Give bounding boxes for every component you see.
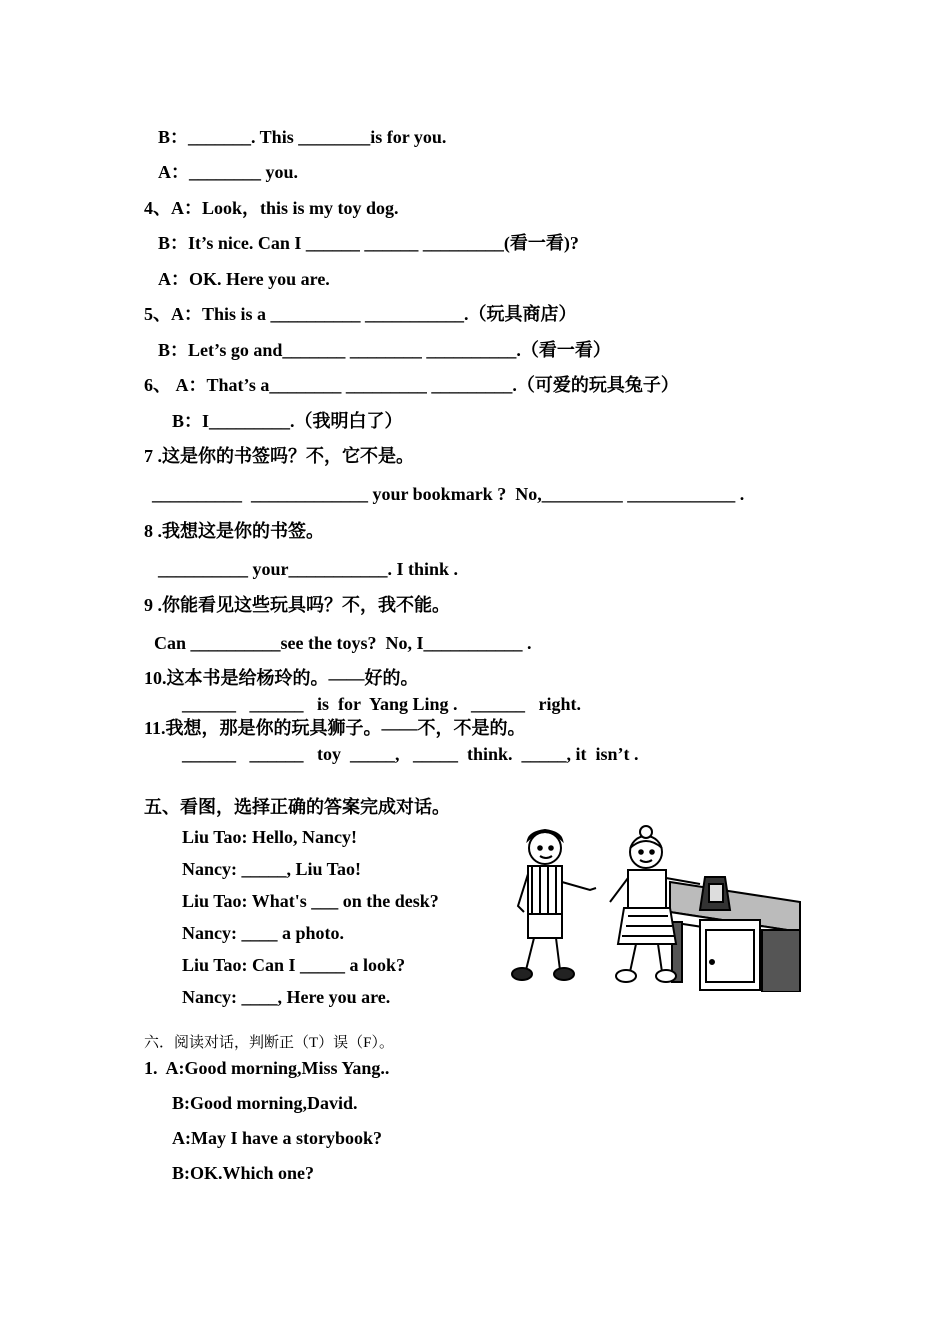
cartoon-illustration [500,822,810,992]
section-5-heading: 五、看图，选择正确的答案完成对话。 [144,797,450,817]
question-9: 9 .你能看见这些玩具吗？不，我不能。 [144,595,450,615]
dialogue-line: Liu Tao: Can I _____ a look? [182,955,406,975]
boy-figure [512,830,596,980]
answer-line: ______ ______ toy _____, _____ think. _____, it isn’t . [182,744,639,764]
dialogue-line: B:OK.Which one? [172,1163,315,1183]
answer-line: __________ your___________. I think . [158,559,459,579]
question-11: 11.我想，那是你的玩具狮子。——不，不是的。 [144,718,526,738]
dialogue-line: Liu Tao: Hello, Nancy! [182,827,358,847]
section-6-heading: 六．阅读对话，判断正（T）误（F）。 [144,1035,395,1051]
question-10: 10.这本书是给杨玲的。——好的。 [144,668,419,688]
desk [670,877,800,992]
dialogue-line: Nancy: ____ a photo. [182,923,345,943]
dialogue-line: B：It’s nice. Can I ______ ______ _________(看一看)? [158,233,579,253]
answer-line: __________ _____________ your bookmark ? No,_________ ____________ . [152,484,745,504]
question-5: 5、A：This is a __________ ___________.（玩具商店） [144,304,577,324]
dialogue-line: 1. A:Good morning,Miss Yang.. [144,1058,390,1078]
dialogue-line: Nancy: _____, Liu Tao! [182,859,362,879]
question-8: 8 .我想这是你的书签。 [144,521,324,541]
dialogue-line: A：OK. Here you are. [158,269,330,289]
dialogue-line: Nancy: ____, Here you are. [182,987,391,1007]
dialogue-line: A：________ you. [158,162,299,182]
question-4: 4、A：Look，this is my toy dog. [144,198,399,218]
dialogue-line: B：I_________.（我明白了） [172,411,403,431]
dialogue-line: B：Let’s go and_______ ________ __________.（看一看） [158,340,611,360]
dialogue-line: B:Good morning,David. [172,1093,358,1113]
dialogue-line: B：_______. This ________is for you. [158,127,447,147]
dialogue-line: A:May I have a storybook? [172,1128,382,1148]
answer-line: Can __________see the toys? No, I___________ . [154,633,532,653]
question-6: 6、 A：That’s a________ _________ _________.（可爱的玩具兔子） [144,375,679,395]
dialogue-line: Liu Tao: What's ___ on the desk? [182,891,439,911]
question-7: 7 .这是你的书签吗？不，它不是。 [144,446,414,466]
answer-line: ______ ______ is for Yang Ling . ______ right. [182,694,582,714]
